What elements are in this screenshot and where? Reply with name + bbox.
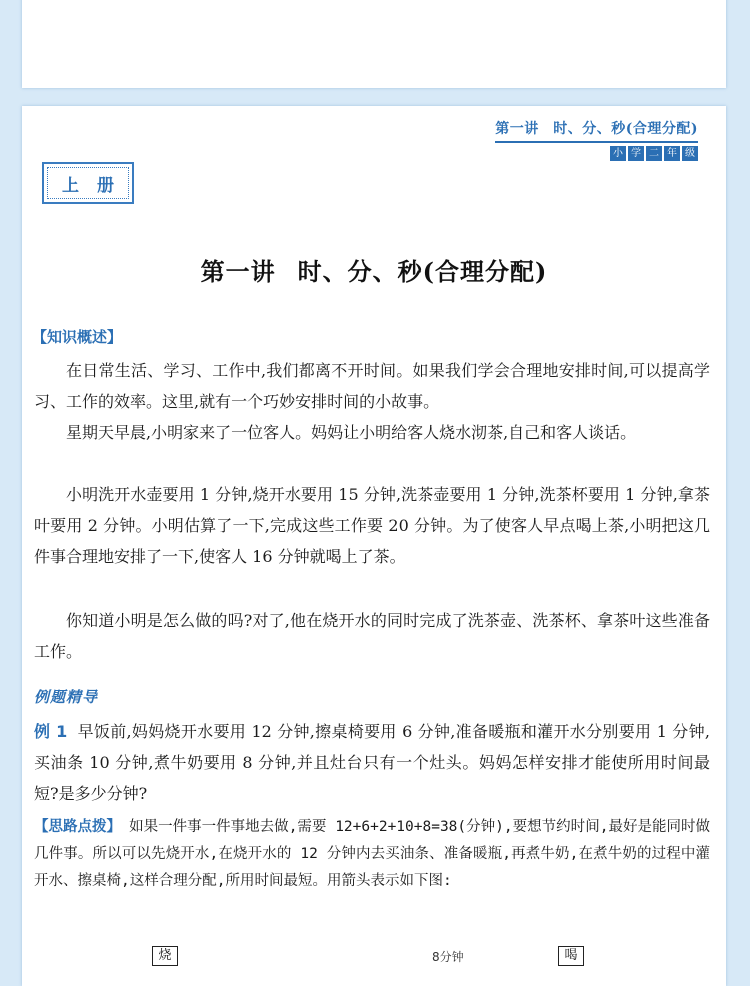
lesson-number: 第一讲 [200, 257, 276, 286]
section-examples-heading: 例题精导 [34, 688, 99, 706]
paragraph: 星期天早晨,小明家来了一位客人。妈妈让小明给客人烧水沏茶,自己和客人谈话。 [66, 423, 637, 442]
book-page [22, 106, 726, 986]
hint-text: 如果一件事一件事地去做,需要 12+6+2+10+8=38(分钟),要想节约时间,最好是能同时做几件事。所以可以先烧开水,在烧开水的 12 分钟内去买油条、准备暖瓶,再煮牛奶,在煮牛奶的过程中灌开水、擦桌椅,这样合理分配,所用时间最短。用箭头表示如下图: [34, 819, 711, 889]
previous-page [22, 0, 726, 88]
diagram-box-drink: 喝 [558, 946, 584, 966]
running-head-rule [495, 141, 698, 143]
example-label: 例 1 [34, 722, 68, 741]
diagram-minute-label: 8分钟 [432, 950, 464, 964]
paragraph: 你知道小明是怎么做的吗?对了,他在烧开水的同时完成了洗茶壶、洗茶杯、拿茶叶这些准备工作。 [34, 611, 710, 661]
volume-label-char: 册 [97, 175, 114, 196]
grade-chip: 级 [682, 146, 698, 161]
grade-chip: 二 [646, 146, 662, 161]
section-knowledge-heading: 【知识概述】 [32, 328, 123, 346]
grade-chip: 年 [664, 146, 680, 161]
diagram-box-boil: 烧 [152, 946, 178, 966]
running-head-text: 第一讲 时、分、秒(合理分配) [495, 121, 698, 137]
hint-label: 【思路点拨】 [34, 819, 122, 835]
example-1 [34, 716, 710, 809]
hint-block [34, 814, 710, 895]
grade-chip: 学 [628, 146, 644, 161]
running-head [495, 118, 698, 143]
grade-chips [610, 146, 698, 161]
volume-label [42, 162, 134, 204]
grade-chip: 小 [610, 146, 626, 161]
volume-label-char: 上 [62, 175, 79, 196]
lesson-title [22, 252, 726, 287]
lesson-topic: 时、分、秒(合理分配) [297, 257, 548, 286]
paragraph: 小明洗开水壶要用 1 分钟,烧开水要用 15 分钟,洗茶壶要用 1 分钟,洗茶杯要用 1 分钟,拿茶叶要用 2 分钟。小明估算了一下,完成这些工作要 20 分钟。为了使客人早点喝上茶,小明把这几件事合理地安排了一下,使客人 16 分钟就喝上了茶。 [34, 485, 710, 566]
example-text: 早饭前,妈妈烧开水要用 12 分钟,擦桌椅要用 6 分钟,准备暖瓶和灌开水分别要用 1 分钟,买油条 10 分钟,煮牛奶要用 8 分钟,并且灶台只有一个灶头。妈妈怎样安排才能使所用时间最短?是多少分钟? [34, 722, 710, 803]
paragraph: 在日常生活、学习、工作中,我们都离不开时间。如果我们学会合理地安排时间,可以提高学习、工作的效率。这里,就有一个巧妙安排时间的小故事。 [34, 361, 710, 411]
